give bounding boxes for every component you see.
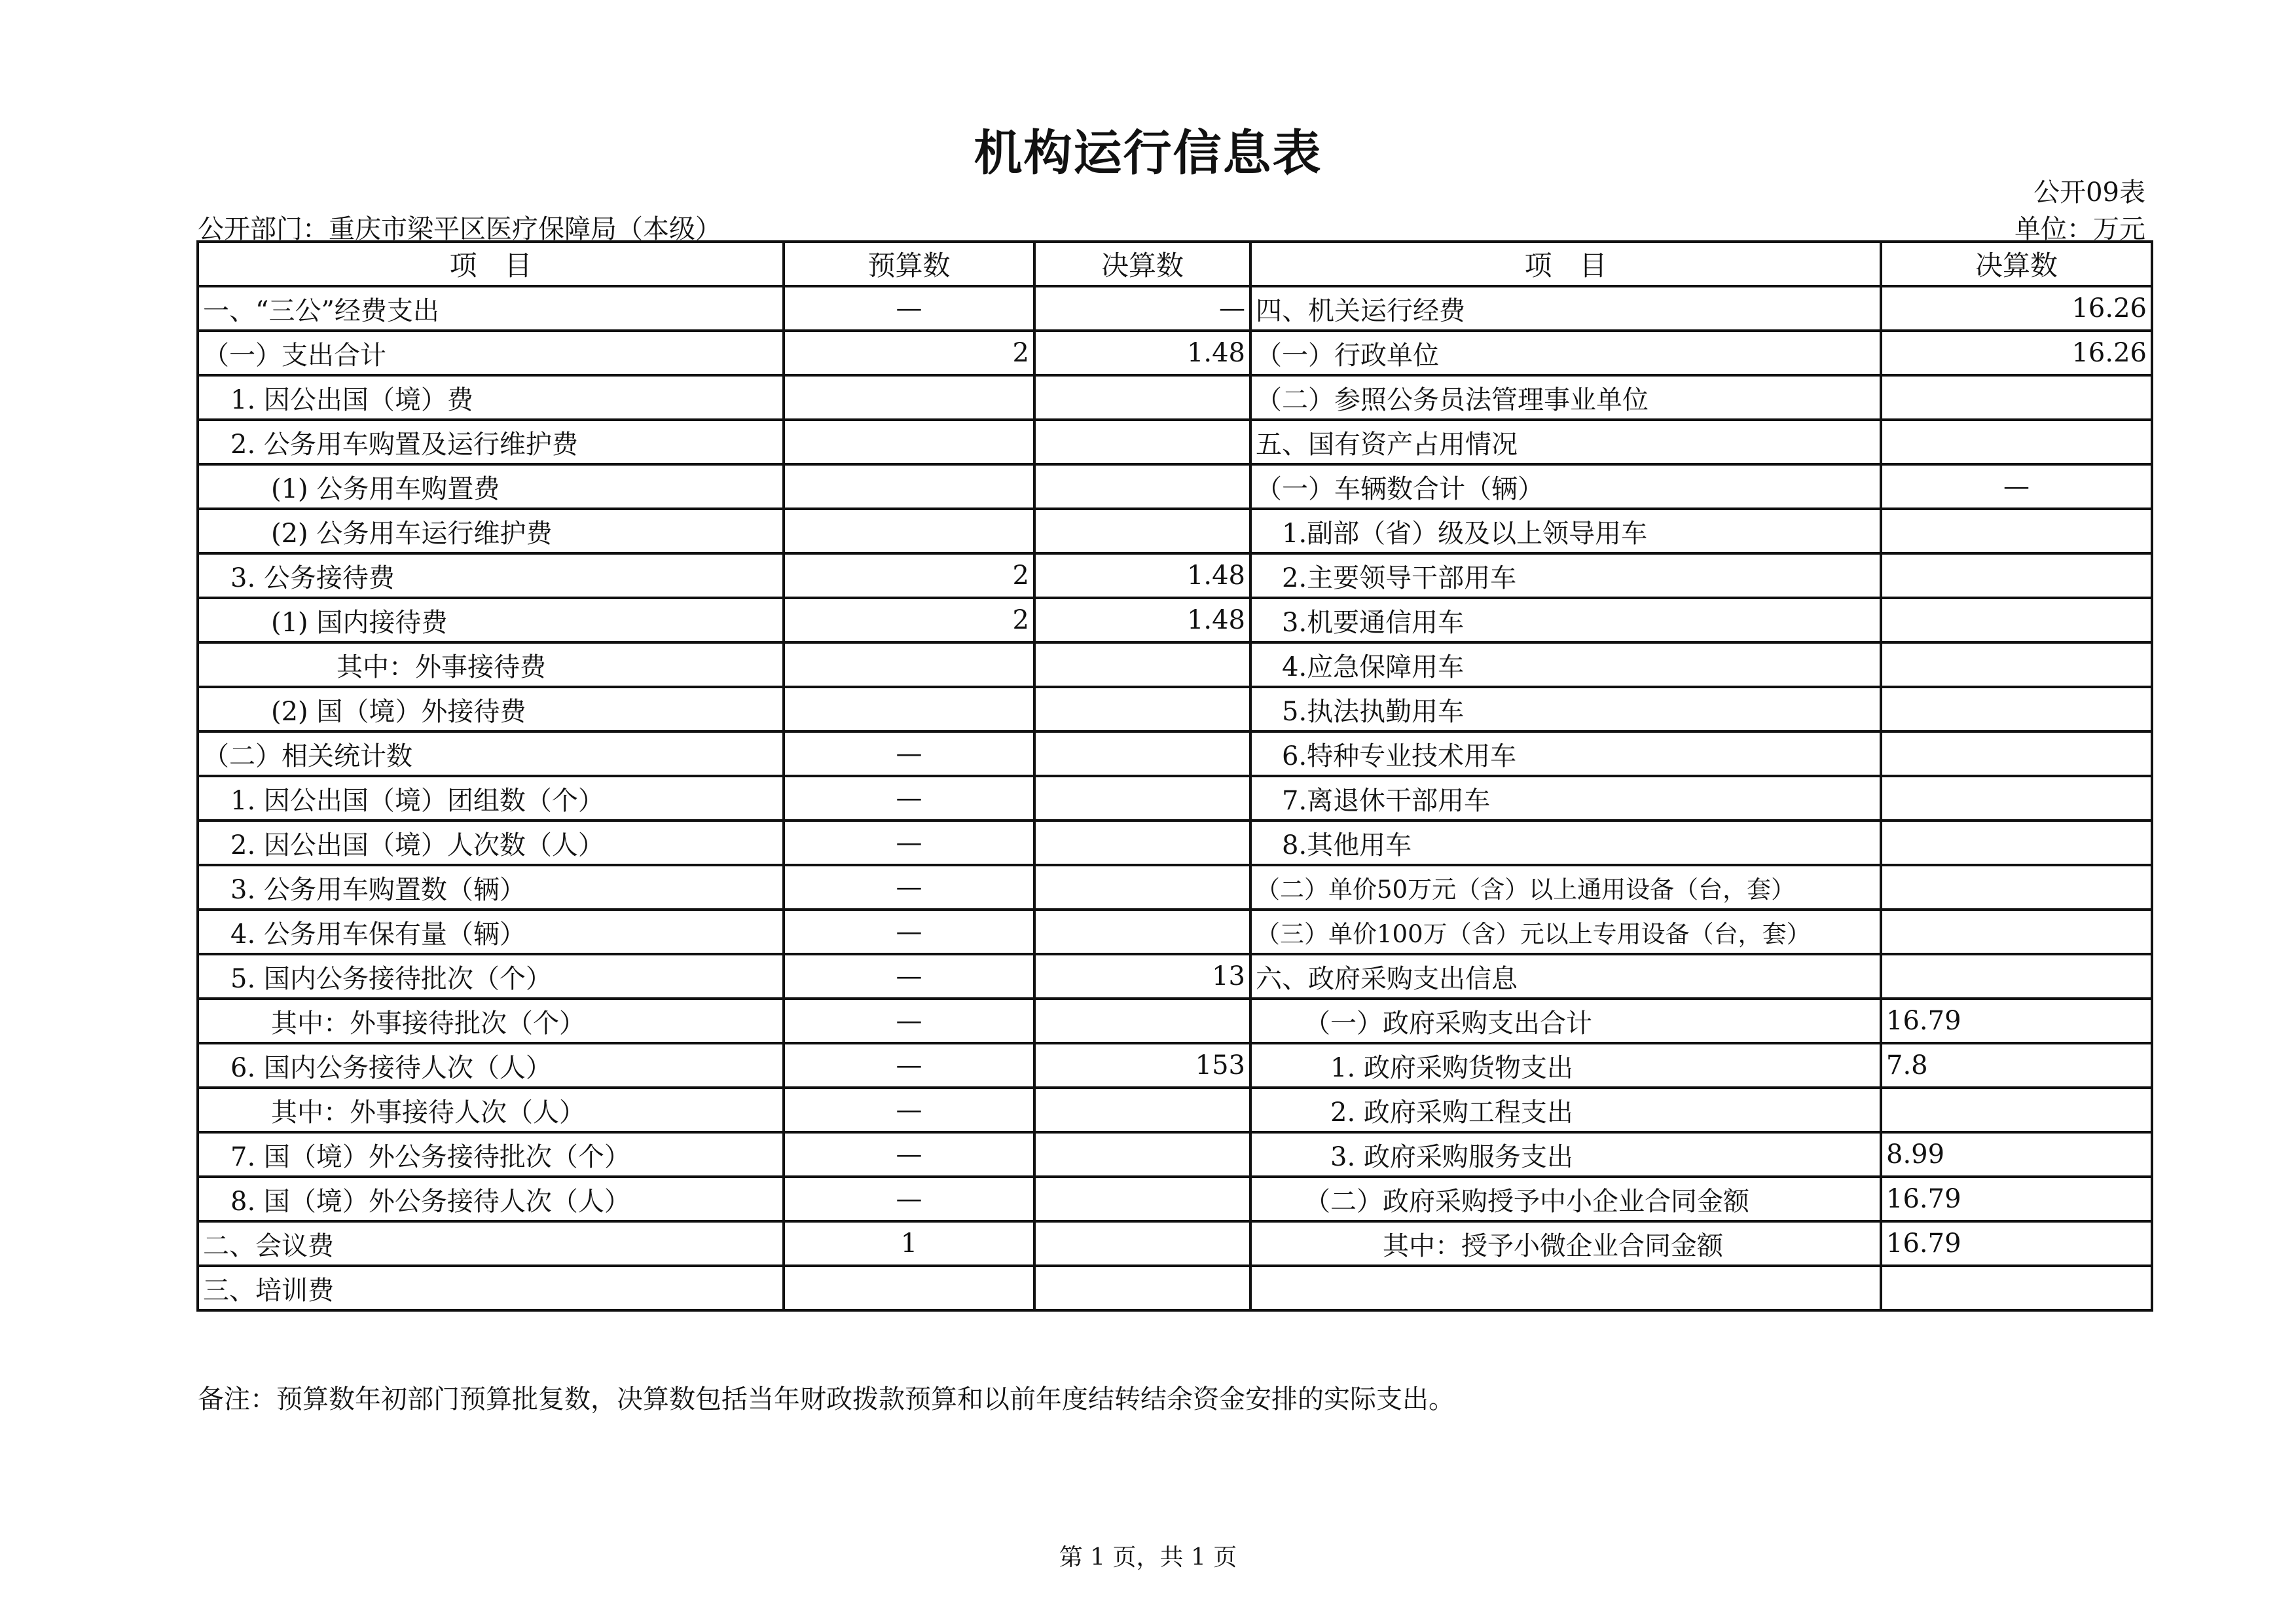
form-number: 公开09表 — [2033, 177, 2145, 208]
header-left-final: 决算数 — [1034, 242, 1250, 286]
left-item-cell: (1) 国内接待费 — [198, 598, 784, 642]
left-budget-cell — [784, 687, 1034, 731]
right-final-cell: 16.26 — [1881, 331, 2152, 375]
right-item-cell: 2. 政府采购工程支出 — [1250, 1088, 1881, 1132]
left-final-cell: 1.48 — [1034, 553, 1250, 598]
left-item-cell: 1. 因公出国（境）团组数（个） — [198, 776, 784, 821]
right-final-cell: 16.79 — [1881, 1221, 2152, 1266]
left-item-cell: (2) 公务用车运行维护费 — [198, 509, 784, 553]
left-item-cell: 2. 公务用车购置及运行维护费 — [198, 420, 784, 464]
right-final-cell — [1881, 776, 2152, 821]
table-row — [198, 687, 2152, 731]
left-budget-cell: — — [784, 865, 1034, 910]
right-final-cell: 16.79 — [1881, 999, 2152, 1043]
left-item-cell: (1) 公务用车购置费 — [198, 464, 784, 509]
right-final-cell — [1881, 598, 2152, 642]
left-budget-cell: — — [784, 1043, 1034, 1088]
left-item-cell: 8. 国（境）外公务接待人次（人） — [198, 1177, 784, 1221]
right-final-cell — [1881, 375, 2152, 420]
left-budget-cell: — — [784, 954, 1034, 999]
table-row — [198, 1221, 2152, 1266]
table-row — [198, 509, 2152, 553]
right-item-cell: （二）单价50万元（含）以上通用设备（台，套） — [1250, 865, 1881, 910]
table-row — [198, 1043, 2152, 1088]
right-final-cell — [1881, 865, 2152, 910]
left-final-cell — [1034, 731, 1250, 776]
right-final-cell — [1881, 420, 2152, 464]
left-final-cell — [1034, 1221, 1250, 1266]
left-item-cell: 4. 公务用车保有量（辆） — [198, 910, 784, 954]
right-item-cell: 3.机要通信用车 — [1250, 598, 1881, 642]
left-item-cell: 2. 因公出国（境）人次数（人） — [198, 821, 784, 865]
left-final-cell — [1034, 420, 1250, 464]
left-budget-cell: 2 — [784, 598, 1034, 642]
right-item-cell: 四、机关运行经费 — [1250, 286, 1881, 331]
table-row — [198, 1132, 2152, 1177]
left-final-cell — [1034, 687, 1250, 731]
left-budget-cell: — — [784, 821, 1034, 865]
left-budget-cell: — — [784, 286, 1034, 331]
table-header-row — [198, 242, 2152, 286]
left-final-cell: 153 — [1034, 1043, 1250, 1088]
left-item-cell: （一）支出合计 — [198, 331, 784, 375]
table-row — [198, 954, 2152, 999]
right-item-cell: （二）参照公务员法管理事业单位 — [1250, 375, 1881, 420]
right-item-cell: 3. 政府采购服务支出 — [1250, 1132, 1881, 1177]
left-final-cell — [1034, 910, 1250, 954]
right-item-cell: 4.应急保障用车 — [1250, 642, 1881, 687]
table-row — [198, 464, 2152, 509]
right-item-cell: 2.主要领导干部用车 — [1250, 553, 1881, 598]
left-budget-cell — [784, 509, 1034, 553]
left-final-cell — [1034, 999, 1250, 1043]
left-item-cell: 7. 国（境）外公务接待批次（个） — [198, 1132, 784, 1177]
right-final-cell — [1881, 731, 2152, 776]
header-right-item: 项 目 — [1250, 242, 1881, 286]
left-item-cell: 3. 公务接待费 — [198, 553, 784, 598]
header-left-item: 项 目 — [198, 242, 784, 286]
right-final-cell — [1881, 642, 2152, 687]
left-final-cell — [1034, 1088, 1250, 1132]
right-item-cell: （一）车辆数合计（辆） — [1250, 464, 1881, 509]
right-item-cell: 五、国有资产占用情况 — [1250, 420, 1881, 464]
left-budget-cell: — — [784, 776, 1034, 821]
table-row — [198, 821, 2152, 865]
table-row — [198, 598, 2152, 642]
left-item-cell: 一、“三公”经费支出 — [198, 286, 784, 331]
left-budget-cell: — — [784, 999, 1034, 1043]
right-item-cell: （一）行政单位 — [1250, 331, 1881, 375]
table-row — [198, 553, 2152, 598]
right-final-cell — [1881, 687, 2152, 731]
table-row — [198, 331, 2152, 375]
left-item-cell: （二）相关统计数 — [198, 731, 784, 776]
header-right-final: 决算数 — [1881, 242, 2152, 286]
right-final-cell — [1881, 910, 2152, 954]
unit-label: 单位：万元 — [2014, 214, 2145, 244]
left-budget-cell: — — [784, 910, 1034, 954]
table-row — [198, 420, 2152, 464]
right-final-cell — [1881, 821, 2152, 865]
right-item-cell: （二）政府采购授予中小企业合同金额 — [1250, 1177, 1881, 1221]
left-final-cell — [1034, 464, 1250, 509]
right-item-cell: 1. 政府采购货物支出 — [1250, 1043, 1881, 1088]
left-item-cell: 其中：外事接待人次（人） — [198, 1088, 784, 1132]
page-number: 第 1 页，共 1 页 — [1059, 1544, 1237, 1571]
right-item-cell: 7.离退休干部用车 — [1250, 776, 1881, 821]
left-item-cell: 三、培训费 — [198, 1266, 784, 1310]
right-final-cell: 16.26 — [1881, 286, 2152, 331]
right-item-cell: 1.副部（省）级及以上领导用车 — [1250, 509, 1881, 553]
left-final-cell: 1.48 — [1034, 331, 1250, 375]
right-item-cell: 6.特种专业技术用车 — [1250, 731, 1881, 776]
table-row — [198, 1266, 2152, 1310]
right-item-cell: 六、政府采购支出信息 — [1250, 954, 1881, 999]
left-item-cell: (2) 国（境）外接待费 — [198, 687, 784, 731]
left-item-cell: 5. 国内公务接待批次（个） — [198, 954, 784, 999]
left-item-cell: 3. 公务用车购置数（辆） — [198, 865, 784, 910]
left-budget-cell: — — [784, 731, 1034, 776]
left-budget-cell: 2 — [784, 331, 1034, 375]
left-final-cell — [1034, 776, 1250, 821]
department-label: 公开部门：重庆市梁平区医疗保障局（本级） — [198, 214, 721, 244]
page-title: 机构运行信息表 — [974, 125, 1322, 181]
right-item-cell: （三）单价100万（含）元以上专用设备（台，套） — [1250, 910, 1881, 954]
right-final-cell — [1881, 954, 2152, 999]
right-item-cell — [1250, 1266, 1881, 1310]
right-final-cell: 7.8 — [1881, 1043, 2152, 1088]
right-final-cell — [1881, 553, 2152, 598]
table-row — [198, 1088, 2152, 1132]
left-item-cell: 1. 因公出国（境）费 — [198, 375, 784, 420]
footnote: 备注：预算数年初部门预算批复数，决算数包括当年财政拨款预算和以前年度结转结余资金安排的实际支出。 — [198, 1384, 1455, 1414]
left-final-cell — [1034, 1132, 1250, 1177]
right-final-cell: — — [1881, 464, 2152, 509]
right-final-cell — [1881, 1266, 2152, 1310]
right-item-cell: 5.执法执勤用车 — [1250, 687, 1881, 731]
left-final-cell — [1034, 375, 1250, 420]
left-final-cell — [1034, 821, 1250, 865]
header-left-budget: 预算数 — [784, 242, 1034, 286]
table-row — [198, 999, 2152, 1043]
right-final-cell — [1881, 1088, 2152, 1132]
left-final-cell — [1034, 642, 1250, 687]
left-budget-cell — [784, 464, 1034, 509]
left-budget-cell — [784, 1266, 1034, 1310]
table-row — [198, 910, 2152, 954]
left-budget-cell — [784, 642, 1034, 687]
left-final-cell — [1034, 865, 1250, 910]
left-final-cell: — — [1034, 286, 1250, 331]
left-final-cell — [1034, 1266, 1250, 1310]
table-row — [198, 865, 2152, 910]
left-budget-cell: 2 — [784, 553, 1034, 598]
left-item-cell: 其中：外事接待批次（个） — [198, 999, 784, 1043]
left-final-cell: 1.48 — [1034, 598, 1250, 642]
left-final-cell — [1034, 1177, 1250, 1221]
left-budget-cell — [784, 375, 1034, 420]
right-final-cell — [1881, 509, 2152, 553]
right-item-cell: 其中：授予小微企业合同金额 — [1250, 1221, 1881, 1266]
right-final-cell: 8.99 — [1881, 1132, 2152, 1177]
left-item-cell: 其中：外事接待费 — [198, 642, 784, 687]
table-row — [198, 286, 2152, 331]
left-budget-cell: — — [784, 1132, 1034, 1177]
left-budget-cell: — — [784, 1177, 1034, 1221]
left-budget-cell — [784, 420, 1034, 464]
left-budget-cell: 1 — [784, 1221, 1034, 1266]
right-item-cell: （一）政府采购支出合计 — [1250, 999, 1881, 1043]
table-row — [198, 1177, 2152, 1221]
left-item-cell: 6. 国内公务接待人次（人） — [198, 1043, 784, 1088]
operation-info-table — [196, 240, 2153, 1312]
right-item-cell: 8.其他用车 — [1250, 821, 1881, 865]
left-budget-cell: — — [784, 1088, 1034, 1132]
table-row — [198, 375, 2152, 420]
left-item-cell: 二、会议费 — [198, 1221, 784, 1266]
table-row — [198, 731, 2152, 776]
left-final-cell — [1034, 509, 1250, 553]
right-final-cell: 16.79 — [1881, 1177, 2152, 1221]
table-row — [198, 776, 2152, 821]
left-final-cell: 13 — [1034, 954, 1250, 999]
table-row — [198, 642, 2152, 687]
